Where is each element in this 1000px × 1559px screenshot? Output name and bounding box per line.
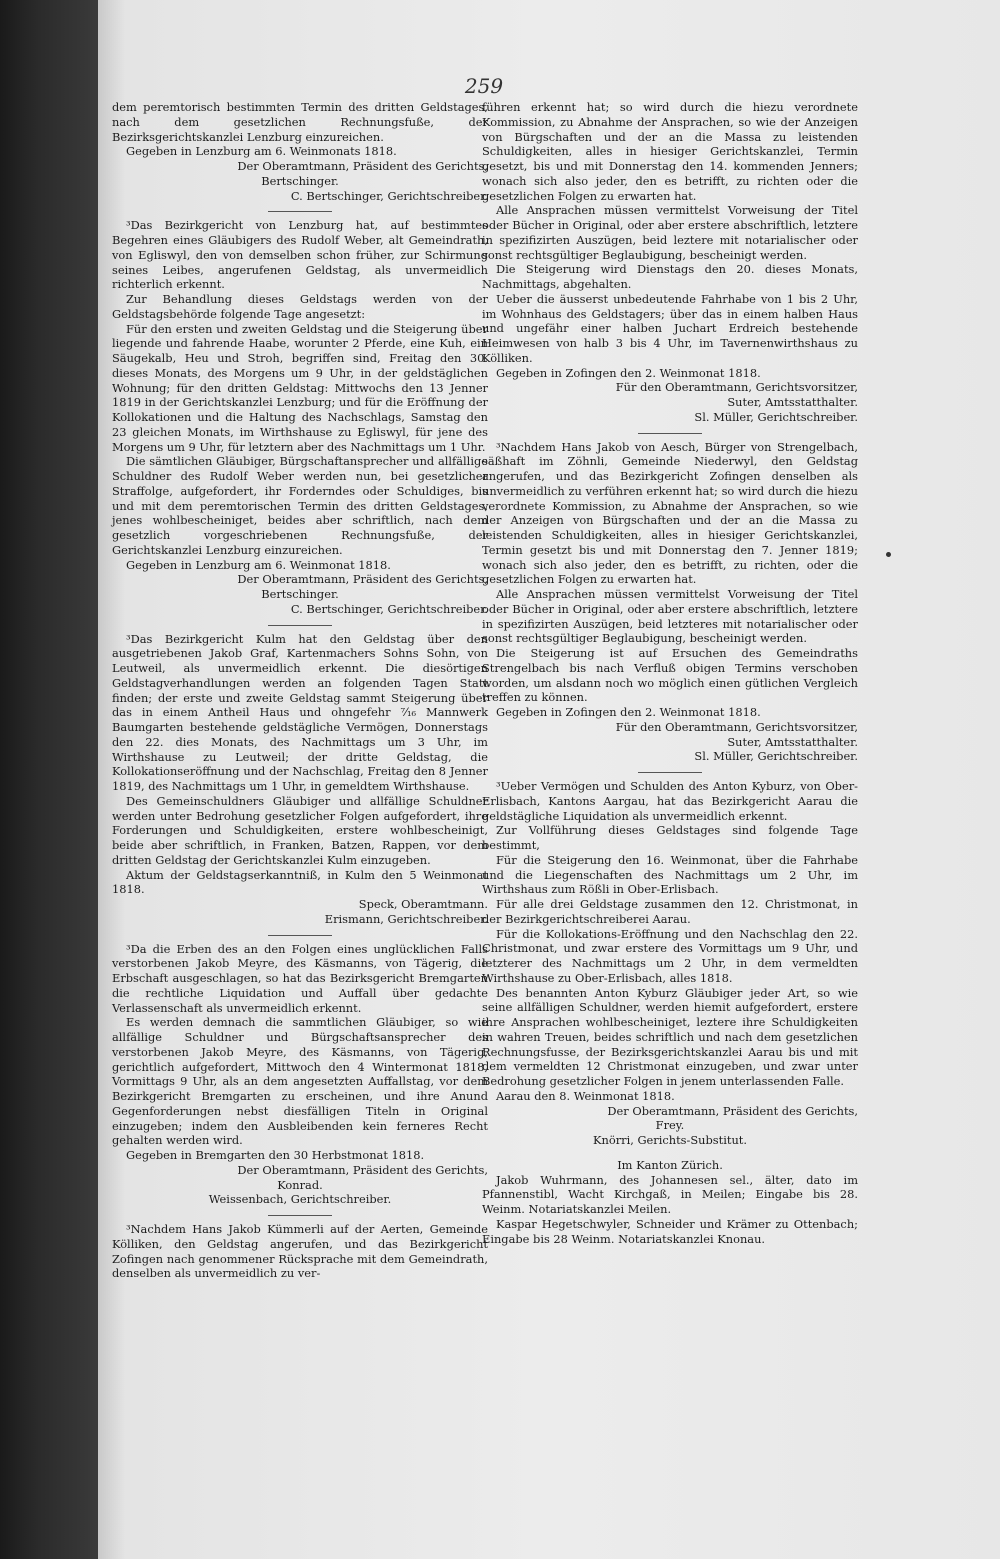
paragraph: dem peremtorisch bestimmten Termin des dritten Geldstages, nach dem gesetzlichen Rechnungsfuße, der Bezirksgerichtskanzlei Lenzburg einzureichen. xyxy=(112,100,488,144)
clerk-signature: Sl. Müller, Gerichtschreiber. xyxy=(694,749,858,764)
clerk-signature: Sl. Müller, Gerichtschreiber. xyxy=(694,409,858,424)
paragraph: führen erkennt hat; so wird durch die hiezu verordnete Kommission, zu Abnahme der Ansprachen, so wie der Anzeigen von Bürgschaften und der an die Massa zu leistenden Schuldigkeiten, alles in hiesiger Gerichtskanzlei, Termin gesetzt, bis und mit Donnerstag den 14. kommenden Jenners; wonach sich also jeder, den es betrifft, zu richten oder die gesetzlichen Folgen zu erwarten hat. xyxy=(482,100,858,203)
date-line: Aktum der Geldstagserkanntniß, in Kulm den 5 Weinmonat 1818. xyxy=(112,867,488,897)
signature-name: Bertschinger. xyxy=(261,173,339,188)
signature-line: Speck, Oberamtmann. xyxy=(358,897,488,911)
notice-paragraph: ³Ueber Vermögen und Schulden des Anton Kyburz, von Ober-Erlisbach, Kantons Aargau, hat das Bezirkgericht Aarau die geldstägliche Liquidation als unvermeidlich erkennt. xyxy=(482,779,858,823)
paragraph: Die Steigerung wird Dienstags den 20. dieses Monats, Nachmittags, abgehalten. xyxy=(482,262,858,291)
notice-divider xyxy=(268,935,332,936)
date-line: Gegeben in Zofingen den 2. Weinmonat 1818. xyxy=(496,365,761,380)
notice-paragraph: ³Das Bezirkgericht von Lenzburg hat, auf bestimmtes Begehren eines Gläubigers des Rudolf Weber, alt Gemeindrath, von Egliswyl, den von demselben schon früher, zur Schirmung seines Leibes, angerufenen Geldstag, als unvermeidlich richterlich erkennt. xyxy=(112,218,488,292)
notice-paragraph: ³Da die Erben des an den Folgen eines unglücklichen Falls verstorbenen Jakob Meyre, des Käsmanns, von Tägerig, die Erbschaft ausgeschlagen, so hat das Bezirksgericht Bremgarten die rechtliche Liquidation und Auffall über gedachte Verlassenschaft als unvermeidlich erkennt. xyxy=(112,941,488,1015)
list-item: Jakob Wuhrmann, des Johannesen sel., älter, dato im Pfannenstibl, Wacht Kirchgaß, in Meilen; Eingabe bis 28. Weinm. Notariatskanzlei Meilen. xyxy=(482,1172,858,1216)
date-line: Gegeben in Zofingen den 2. Weinmonat 1818. xyxy=(496,705,761,719)
signature-name: Suter, Amtsstatthalter. xyxy=(727,734,858,749)
list-item: Kaspar Hegetschwyler, Schneider und Krämer zu Ottenbach; Eingabe bis 28 Weinm. Notariatskanzlei Knonau. xyxy=(482,1216,858,1246)
signature-line: Für den Oberamtmann, Gerichtsvorsitzer, xyxy=(615,380,858,395)
clerk-signature: C. Bertschinger, Gerichtschreiber. xyxy=(290,601,488,616)
signature-name: Konrad. xyxy=(277,1177,323,1192)
signature-line: Für den Oberamtmann, Gerichtsvorsitzer, xyxy=(615,719,858,734)
paragraph: Des benannten Anton Kyburz Gläubiger jeder Art, so wie seine allfälligen Schuldner, werden hiemit aufgefordert, erstere ihre Ansprachen wohlbescheiniget, leztere ihre Schuldigkeiten in wahren Treuen, beides schriftlich und nach dem gesetzlichen Rechnungsfusse, der Bezirksgerichtskanzlei Aarau bis und mit dem vermeldten 12 Christmonat einzugeben, und zwar unter Bedrohung gesetzlicher Folgen in jenem unterlassenden Falle. xyxy=(482,985,858,1088)
page-number: 259 xyxy=(464,74,504,98)
clerk-signature: C. Bertschinger, Gerichtschreiber. xyxy=(290,188,488,203)
paragraph: Für die Kollokations-Eröffnung und den Nachschlag den 22. Christmonat, und zwar erstere des Vormittags um 9 Uhr, und letzterer des Nachmittags um 2 Uhr, in dem vermeldten Wirthshause zu Ober-Erlisbach, alles 1818. xyxy=(482,926,858,985)
book-gutter xyxy=(0,0,98,1559)
notice-paragraph: ³Nachdem Hans Jakob von Aesch, Bürger von Strengelbach, säßhaft im Zöhnli, Gemeinde Niederwyl, den Geldstag angerufen, und das Bezirkgericht Zofingen denselben als unvermeidlich zu verführen erkennt hat; so wird durch die hiezu verordnete Kommission, zu Abnahme der Ansprachen, so wie der Anzeigen von Bürgschaften und der an die Massa zu leistenden Schuldigkeiten, alles in hiesiger Gerichtskanzlei, Termin gesetzt bis und mit Donnerstag den 7. Jenner 1819; wonach sich also jeder, den es betrifft, zu richten, oder die gesetzlichen Folgen zu erwarten hat. xyxy=(482,439,858,587)
paragraph: Für alle drei Geldstage zusammen den 12. Christmonat, in der Bezirkgerichtschreiberei Aarau. xyxy=(482,897,858,926)
paragraph: Alle Ansprachen müssen vermittelst Vorweisung der Titel oder Bücher in Original, oder aber erstere abschriftlich, letztere in spezifizirten Auszügen, beid leztere mit notarialischer oder sonst rechtsgültiger Beglaubigung, bescheinigt werden. xyxy=(482,203,858,262)
paragraph: Die Steigerung ist auf Ersuchen des Gemeindraths Strengelbach bis nach Verfluß obigen Termins verschoben worden, um alsdann noch wo möglich einen gütlichen Vergleich treffen zu können. xyxy=(482,646,858,705)
right-column xyxy=(482,100,858,1246)
paragraph: Alle Ansprachen müssen vermittelst Vorweisung der Titel oder Bücher in Original, oder aber erstere abschriftlich, letztere in spezifizirten Auszügen, beid letzteres mit notarialischer oder sonst rechtsgültiger Beglaubigung, bescheinigt werden. xyxy=(482,587,858,646)
signature-line: Der Oberamtmann, Präsident des Gerichts, xyxy=(237,572,488,587)
signature-line: Der Oberamtmann, Präsident des Gerichts, xyxy=(237,1162,488,1177)
paragraph: Ueber die äusserst unbedeutende Fahrhabe von 1 bis 2 Uhr, im Wohnhaus des Geldstagers; über das in einem halben Haus und ungefähr einer halben Juchart Erdreich bestehende Heimwesen von halb 3 bis 4 Uhr, im Tavernenwirthshaus zu Kölliken. xyxy=(482,291,858,365)
paragraph: Es werden demnach die sammtlichen Gläubiger, so wie allfällige Schuldner und Bürgschaftsansprecher des verstorbenen Jakob Meyre, des Käsmanns, von Tägerig, gerichtlich aufgefordert, Mittwoch den 4 Wintermonat 1818, Vormittags 9 Uhr, als an dem angesetzten Auffallstag, vor dem Bezirkgericht Bremgarten zu erscheinen, und ihre Anund Gegenforderungen nebst diesfälligen Titeln in Original einzugeben; indem den Ausbleibenden kein ferneres Recht gehalten werden wird. xyxy=(112,1015,488,1148)
left-column xyxy=(112,100,488,1281)
clerk-signature: Knörri, Gerichts-Substitut. xyxy=(592,1133,747,1147)
notice-paragraph: ³Das Bezirkgericht Kulm hat den Geldstag über den ausgetriebenen Jakob Graf, Kartenmachers Sohns Sohn, von Leutweil, als unvermeidlich erkennt. Die diesörtigen Geldstagverhandlungen werden an folgenden Tagen Statt finden; der erste und zweite Geldstag sammt Steigerung über das in einem Antheil Haus und ohngefehr ⁷⁄₁₆ Mannwerk Baumgarten bestehende geldstägliche Vermögen, Donnerstags den 22. dies Monats, des Nachmittags um 3 Uhr, im Wirthshause zu Leutweil; der dritte Geldstag, die Kollokationseröffnung und der Nachschlag, Freitag den 8 Jenner 1819, des Nachmittags um 1 Uhr, in gemeldtem Wirthshause. xyxy=(112,631,488,793)
paragraph: Die sämtlichen Gläubiger, Bürgschaftansprecher und allfällige Schuldner des Rudolf Weber werden nun, bei gesetzlicher Straffolge, aufgefordert, ihr Forderndes oder Schuldiges, bis und mit dem peremtorischen Termin des dritten Geldstages, jenes wohlbescheiniget, beides aber schriftlich, nach dem gesetzlich vorgeschriebenen Rechnungsfuße, der Gerichtskanzlei Lenzburg einzureichen. xyxy=(112,454,488,557)
notice-divider xyxy=(638,772,702,773)
paragraph: Zur Vollführung dieses Geldstages sind folgende Tage bestimmt, xyxy=(482,823,858,852)
section-heading: Im Kanton Zürich. xyxy=(617,1157,723,1172)
ink-spot xyxy=(886,552,891,557)
signature-line: Der Oberamtmann, Präsident des Gerichts, xyxy=(237,159,488,173)
notice-divider xyxy=(268,1215,332,1216)
date-line: Gegeben in Lenzburg am 6. Weinmonat 1818. xyxy=(126,557,391,572)
paragraph: Zur Behandlung dieses Geldstags werden von der Geldstagsbehörde folgende Tage angesetzt: xyxy=(112,292,488,321)
notice-paragraph: ³Nachdem Hans Jakob Kümmerli auf der Aerten, Gemeinde Kölliken, den Geldstag angerufen, und das Bezirkgericht Zofingen nach genommener Rücksprache mit dem Gemeindrath, denselben als unvermeidlich zu ver- xyxy=(112,1222,488,1281)
signature-line: Der Oberamtmann, Präsident des Gerichts, xyxy=(607,1103,858,1118)
signature-name: Suter, Amtsstatthalter. xyxy=(727,395,858,409)
paragraph: Für den ersten und zweiten Geldstag und die Steigerung über liegende und fahrende Haabe, worunter 2 Pferde, eine Kuh, ein Säugekalb, Heu und Stroh, begriffen sind, Freitag den 30. dieses Monats, des Morgens um 9 Uhr, in der geldstäglichen Wohnung; für den dritten Geldstag: Mittwochs den 13 Jenner 1819 in der Gerichtskanzlei Lenzburg; und für die Eröffnung der Kollokationen und die Haltung des Nachschlags, Samstag den 23 gleichen Monats, im Wirthshause zu Egliswyl, für jene des Morgens um 9 Uhr, für letztern aber des Nachmittags um 1 Uhr. xyxy=(112,321,488,454)
date-line: Aarau den 8. Weinmonat 1818. xyxy=(496,1088,675,1103)
notice-divider xyxy=(638,433,702,434)
notice-divider xyxy=(268,211,332,212)
clerk-signature: Weissenbach, Gerichtschreiber. xyxy=(208,1192,392,1207)
date-line: Gegeben in Lenzburg am 6. Weinmonats 1818. xyxy=(126,144,397,159)
paragraph: Des Gemeinschuldners Gläubiger und allfällige Schuldner werden unter Bedrohung gesetzlicher Folgen aufgefordert, ihre Forderungen und Schuldigkeiten, erstere wohlbescheinigt, beide aber schriftlich, in Franken, Batzen, Rappen, vor dem dritten Geldstag der Gerichtskanzlei Kulm einzugeben. xyxy=(112,793,488,867)
signature-name: Frey. xyxy=(655,1118,685,1133)
paragraph: Für die Steigerung den 16. Weinmonat, über die Fahrhabe und die Liegenschaften des Nachmittags um 2 Uhr, im Wirthshaus zum Rößli in Ober-Erlisbach. xyxy=(482,852,858,897)
date-line: Gegeben in Bremgarten den 30 Herbstmonat 1818. xyxy=(126,1148,425,1162)
notice-divider xyxy=(268,625,332,626)
signature-name: Bertschinger. xyxy=(261,587,339,601)
clerk-signature: Erismann, Gerichtschreiber. xyxy=(324,911,488,926)
scanned-page xyxy=(98,0,1000,1559)
